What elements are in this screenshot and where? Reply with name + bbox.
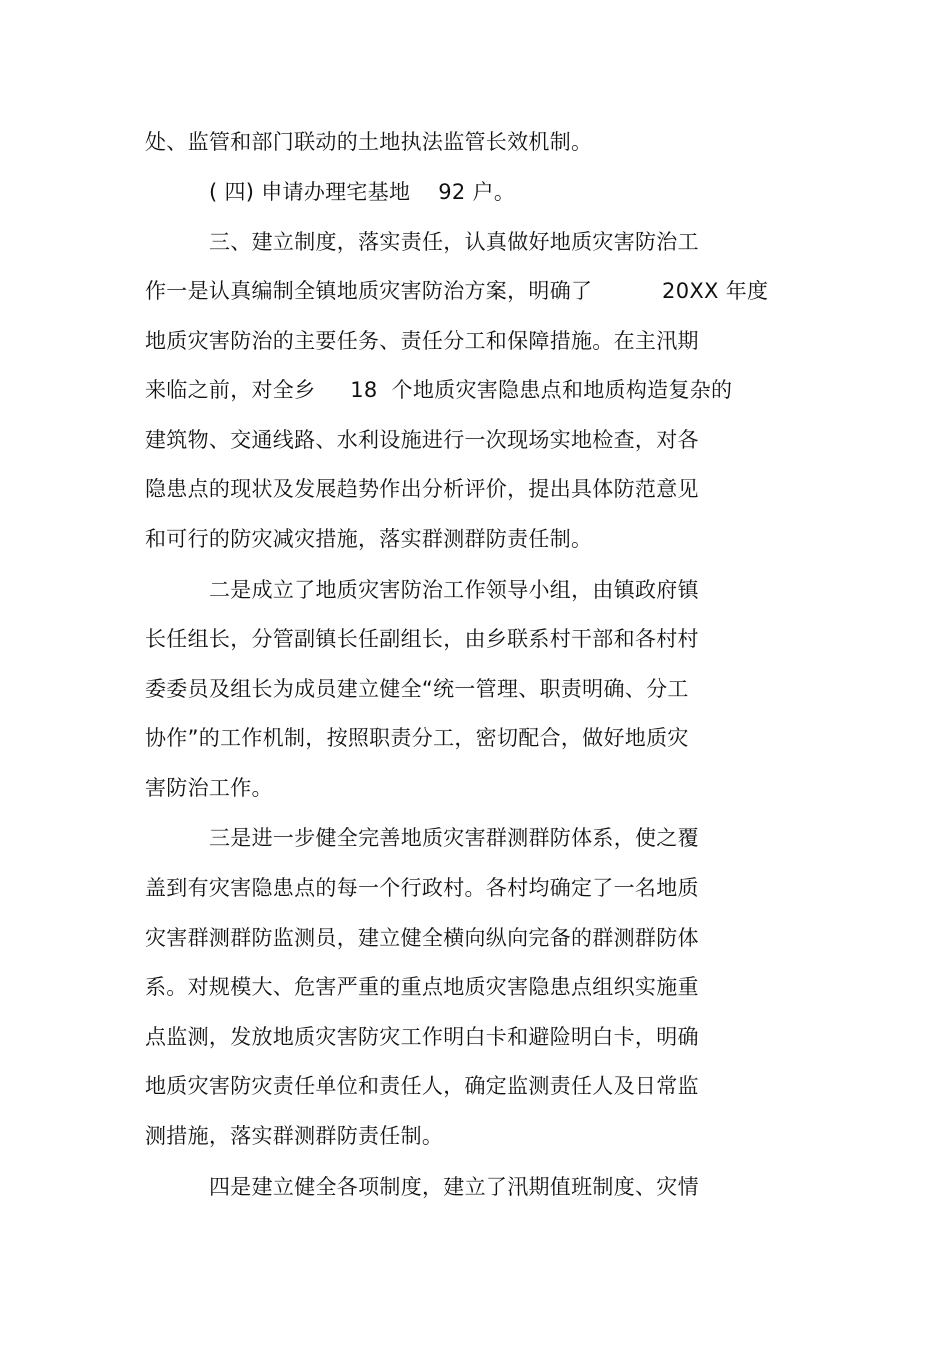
text-line: 委委员及组长为成员建立健全“统一管理、职责明确、分工 (145, 677, 689, 701)
text-line: 建筑物、交通线路、水利设施进行一次现场实地检查，对各 (145, 428, 699, 452)
text-line: 三是进一步健全完善地质灾害群测群防体系，使之覆 (209, 826, 699, 850)
text-line: 害防治工作。 (145, 776, 273, 800)
text-line: 灾害群测群防监测员，建立健全横向纵向完备的群测群防体 (145, 926, 699, 950)
text-line: 地质灾害防治的主要任务、责任分工和保障措施。在主汛期 (145, 329, 699, 353)
text-line: 系。对规模大、危害严重的重点地质灾害隐患点组织实施重 (145, 975, 699, 999)
text-line: 和可行的防灾减灾措施，落实群测群防责任制。 (145, 527, 593, 551)
text-line: 协作”的工作机制，按照职责分工，密切配合，做好地质灾 (145, 726, 689, 750)
text-line: 作一是认真编制全镇地质灾害防治方案，明确了 20XX 年度 (145, 279, 769, 303)
text-line: 点监测，发放地质灾害防灾工作明白卡和避险明白卡，明确 (145, 1025, 699, 1049)
text-line: 隐患点的现状及发展趋势作出分析评价，提出具体防范意见 (145, 477, 699, 501)
text-line: 三、建立制度，落实责任，认真做好地质灾害防治工 (209, 230, 699, 254)
text-line: 来临之前，对全乡 18 个地质灾害隐患点和地质构造复杂的 (145, 378, 733, 402)
text-line: 二是成立了地质灾害防治工作领导小组，由镇政府镇 (209, 578, 699, 602)
text-line: 盖到有灾害隐患点的每一个行政村。各村均确定了一名地质 (145, 876, 699, 900)
text-line: 处、监管和部门联动的土地执法监管长效机制。 (145, 130, 593, 154)
text-line: 长任组长，分管副镇长任副组长，由乡联系村干部和各村村 (145, 627, 699, 651)
text-line: 四是建立健全各项制度，建立了汛期值班制度、灾情 (209, 1175, 699, 1199)
text-line: 测措施，落实群测群防责任制。 (145, 1124, 444, 1148)
text-line: ( 四) 申请办理宅基地 92 户。 (209, 180, 516, 204)
text-line: 地质灾害防灾责任单位和责任人，确定监测责任人及日常监 (145, 1074, 699, 1098)
